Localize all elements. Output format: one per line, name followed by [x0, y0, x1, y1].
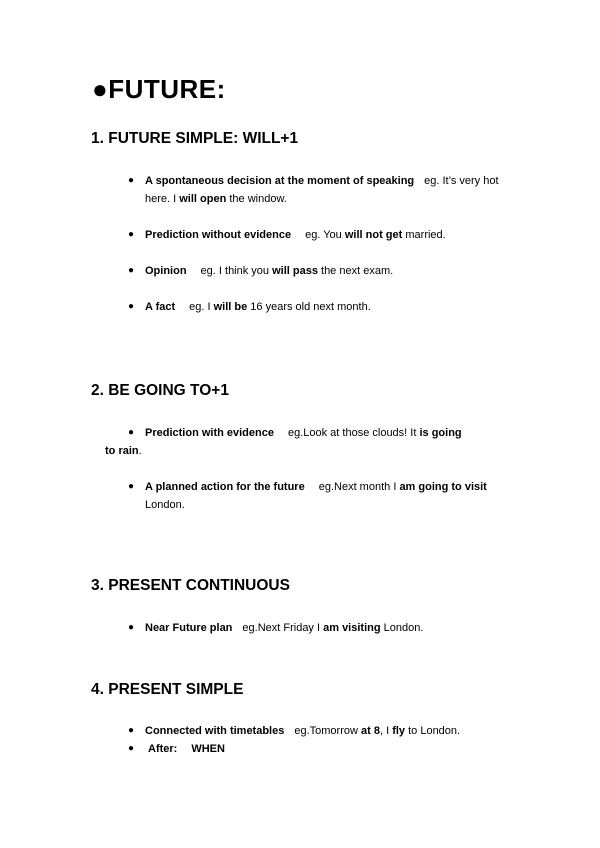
list-item	[128, 262, 525, 280]
list-item	[128, 172, 525, 208]
section-heading-be-going-to: 2. BE GOING TO+1	[91, 382, 229, 399]
example-text: eg.Next month I	[318, 481, 400, 493]
usage-label: Near Future plan	[145, 622, 233, 634]
section-heading-future-simple: 1. FUTURE SIMPLE: WILL+1	[91, 130, 299, 147]
example-verb: is going	[419, 427, 462, 439]
bullet-icon: ●	[128, 427, 135, 438]
list-item	[128, 226, 525, 244]
bullet-icon: ●	[128, 265, 135, 276]
example-text: .	[138, 445, 142, 457]
list-item	[128, 619, 525, 637]
example-verb: am visiting	[323, 622, 381, 634]
usage-label: Opinion	[145, 265, 187, 277]
example-verb: to rain	[105, 445, 139, 457]
usage-label: A planned action for the future	[145, 481, 305, 493]
example-text: eg. I	[189, 301, 214, 313]
section-heading-present-continuous: 3. PRESENT CONTINUOUS	[91, 577, 290, 594]
example-verb: will pass	[272, 265, 318, 277]
list-item	[128, 424, 525, 442]
example-text: eg. You	[305, 229, 345, 241]
example-text: 16 years old next month.	[247, 301, 371, 313]
usage-label: After:	[148, 743, 178, 755]
bullet-icon: ●	[128, 229, 135, 240]
example-verb: will open	[179, 193, 227, 205]
bullet-icon: ●	[128, 743, 135, 754]
bullet-icon: ●	[128, 725, 135, 736]
usage-label: Prediction with evidence	[145, 427, 274, 439]
example-verb: am going to visit	[399, 481, 487, 493]
example-text: eg. I think you	[200, 265, 273, 277]
bullet-icon: ●	[128, 622, 135, 633]
list-item	[128, 478, 525, 514]
example-text: eg. It’s very hot here. I	[145, 175, 499, 205]
example-text: London.	[145, 499, 185, 511]
section-heading-present-simple: 4. PRESENT SIMPLE	[91, 681, 244, 698]
example-text: to London.	[405, 725, 461, 737]
bullet-icon: ●	[128, 175, 135, 186]
example-verb: at 8	[361, 725, 380, 737]
usage-label: Prediction without evidence	[145, 229, 292, 241]
usage-label: Connected with timetables	[145, 725, 285, 737]
example-text: the window.	[226, 193, 287, 205]
list-item	[128, 740, 525, 758]
example-text: London.	[380, 622, 424, 634]
list-item	[128, 722, 525, 740]
example-text: eg.Tomorrow	[294, 725, 361, 737]
bullet-icon: ●	[128, 301, 135, 312]
example-verb: fly	[392, 725, 406, 737]
list-item	[128, 298, 525, 316]
example-verb: will not get	[344, 229, 403, 241]
example-verb: will be	[213, 301, 248, 313]
example-text: eg.Look at those clouds! It	[287, 427, 420, 439]
page-title: ●FUTURE:	[92, 74, 226, 104]
usage-label: A spontaneous decision at the moment of speaking	[145, 175, 415, 187]
list-item-continuation	[105, 442, 485, 460]
bullet-icon: ●	[128, 481, 135, 492]
usage-label: A fact	[145, 301, 176, 313]
keyword: WHEN	[191, 743, 225, 755]
example-text: eg.Next Friday I	[242, 622, 324, 634]
example-text: the next exam.	[317, 265, 394, 277]
example-text: married.	[402, 229, 446, 241]
example-text: , I	[379, 725, 393, 737]
